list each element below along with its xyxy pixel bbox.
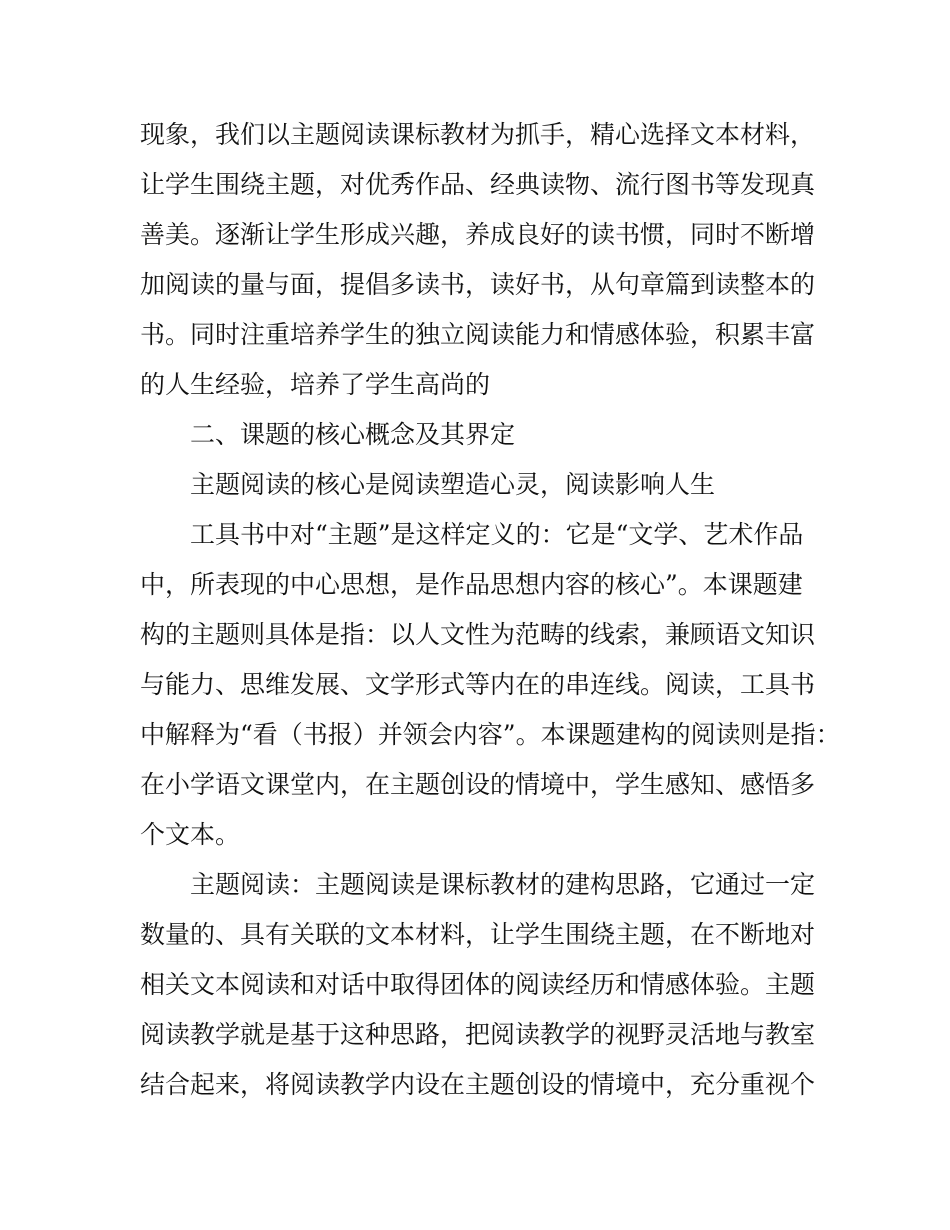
text-line: 善美。逐渐让学生形成兴趣，养成良好的读书惯，同时不断增 (140, 220, 816, 249)
text-line: 相关文本阅读和对话中取得团体的阅读经历和情感体验。主题 (140, 970, 816, 999)
text-line: 中解释为“看（书报）并领会内容”。本课题建构的阅读则是指： (140, 720, 841, 749)
text-line: 与能力、思维发展、文学形式等内在的串连线。阅读，工具书 (140, 670, 816, 699)
text-line: 数量的、具有关联的文本材料，让学生围绕主题，在不断地对 (140, 920, 816, 949)
text-line: 加阅读的量与面，提倡多读书，读好书，从句章篇到读整本的 (140, 270, 816, 299)
section-heading: 二、课题的核心概念及其界定 (190, 420, 516, 449)
text-line: 中，所表现的中心思想，是作品思想内容的核心”。本课题建 (140, 570, 803, 599)
text-line: 的人生经验，培养了学生高尚的 (140, 370, 491, 399)
text-line: 在小学语文课堂内，在主题创设的情境中，学生感知、感悟多 (140, 770, 816, 799)
text-line: 阅读教学就是基于这种思路，把阅读教学的视野灵活地与教室 (140, 1020, 816, 1049)
text-line: 个文本。 (140, 820, 241, 849)
text-line: 现象，我们以主题阅读课标教材为抓手，精心选择文本材料， (140, 120, 816, 149)
text-line: 结合起来，将阅读教学内设在主题创设的情境中，充分重视个 (140, 1070, 816, 1099)
text-line: 主题阅读的核心是阅读塑造心灵，阅读影响人生 (190, 470, 716, 499)
text-line: 主题阅读：主题阅读是课标教材的建构思路，它通过一定 (190, 870, 816, 899)
text-line: 让学生围绕主题，对优秀作品、经典读物、流行图书等发现真 (140, 170, 816, 199)
text-line: 书。同时注重培养学生的独立阅读能力和情感体验，积累丰富 (140, 320, 816, 349)
text-line: 构的主题则具体是指：以人文性为范畴的线索，兼顾语文知识 (140, 620, 816, 649)
text-line: 工具书中对“主题”是这样定义的：它是“文学、艺术作品 (190, 520, 804, 549)
